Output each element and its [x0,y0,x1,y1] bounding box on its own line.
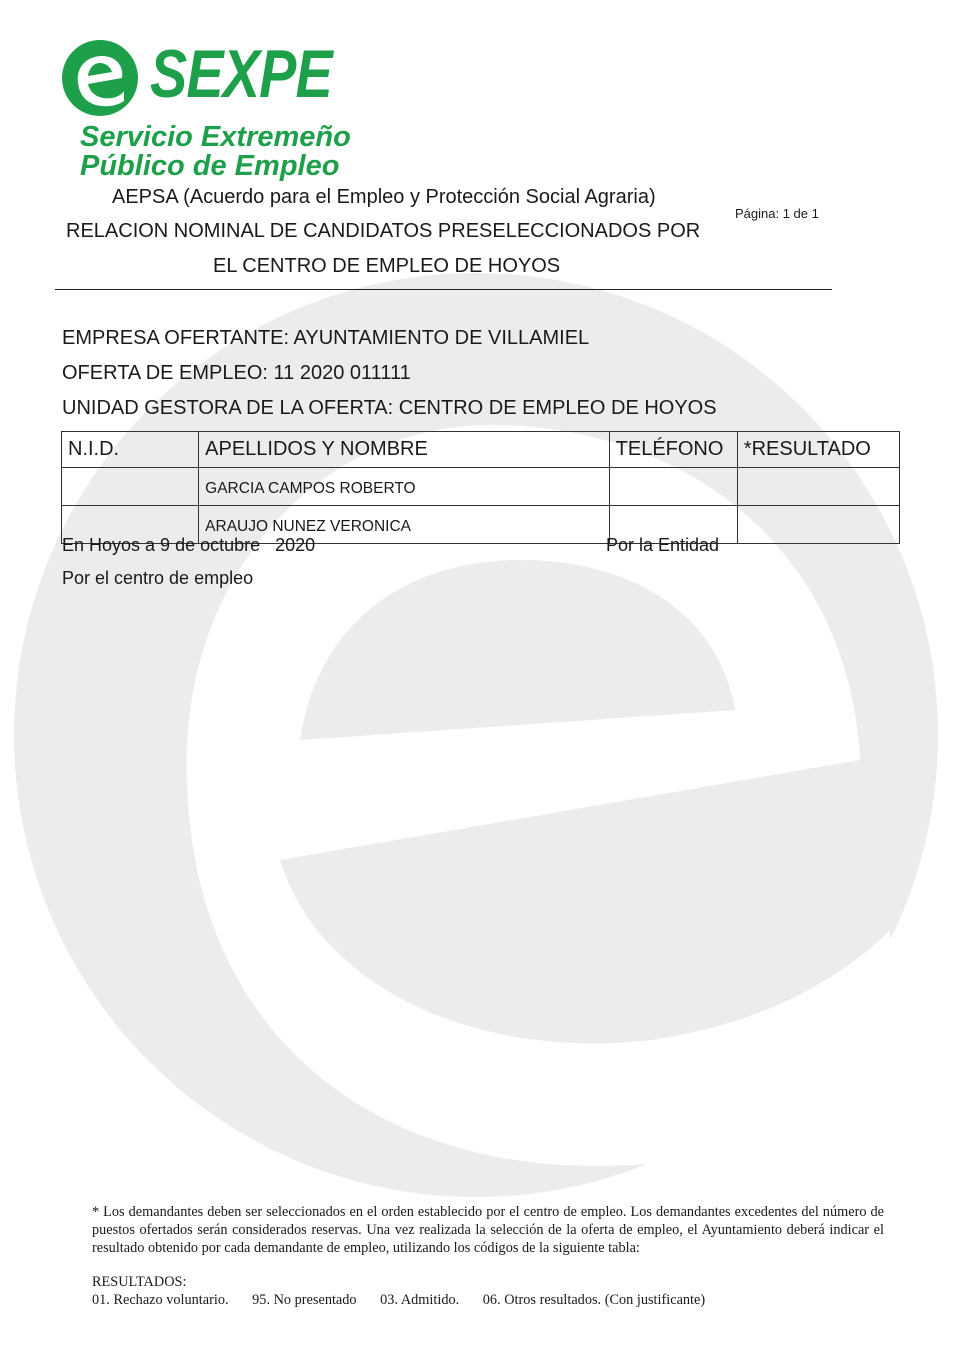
table-header-row [62,432,900,468]
logo-subtitle-line1: Servicio Extremeño [80,121,351,153]
cell-nombre: GARCIA CAMPOS ROBERTO [199,468,609,506]
logo-brand-text: SEXPE [150,36,332,112]
result-code: 03. Admitido. [380,1292,460,1308]
cell-resultado [737,506,899,544]
column-header-telefono: TELÉFONO [609,432,737,468]
resultados-title: RESULTADOS: [92,1274,187,1290]
program-heading: AEPSA (Acuerdo para el Empleo y Protección Social Agraria) [112,186,656,208]
oferta-empleo: OFERTA DE EMPLEO: 11 2020 011111 [62,362,411,384]
result-code: 01. Rechazo voluntario. [92,1292,229,1308]
column-header-nombre: APELLIDOS Y NOMBRE [199,432,609,468]
footnote: * Los demandantes deben ser seleccionados en el orden establecido por el centro de empleo. Los demandantes excedentes del número de puestos ofertados serán considerados reservas. Una vez realizada la selección de la oferta de empleo, el Ayuntamiento deberá indicar el resultado obtenido por cada demandante de empleo, utilizando los códigos de la siguiente tabla: [92,1204,884,1256]
candidates-table [61,431,900,544]
logo-subtitle-line2: Público de Empleo [80,150,340,182]
cell-nid [62,468,199,506]
result-code: 95. No presentado [252,1292,357,1308]
cell-resultado [737,468,899,506]
empresa-ofertante: EMPRESA OFERTANTE: AYUNTAMIENTO DE VILLAMIEL [62,327,590,349]
column-header-resultado: *RESULTADO [737,432,899,468]
signature-centro-empleo: Por el centro de empleo [62,568,254,588]
place-and-date: En Hoyos a 9 de octubre 2020 [62,535,316,555]
result-code: 06. Otros resultados. (Con justificante) [482,1292,706,1308]
page-number: Página: 1 de 1 [735,206,819,221]
cell-nombre: ARAUJO NUNEZ VERONICA [199,506,609,544]
sexpe-logo-icon [60,38,140,118]
cell-telefono [609,468,737,506]
document-title-line1: RELACION NOMINAL DE CANDIDATOS PRESELECCIONADOS POR [66,220,701,242]
table-row [62,468,900,506]
signature-entidad: Por la Entidad [606,535,720,555]
document-title-line2: EL CENTRO DE EMPLEO DE HOYOS [213,255,561,277]
unidad-gestora: UNIDAD GESTORA DE LA OFERTA: CENTRO DE EMPLEO DE HOYOS [62,397,717,419]
header-divider [55,289,832,290]
resultados-codes [92,1292,725,1309]
column-header-nid: N.I.D. [62,432,199,468]
